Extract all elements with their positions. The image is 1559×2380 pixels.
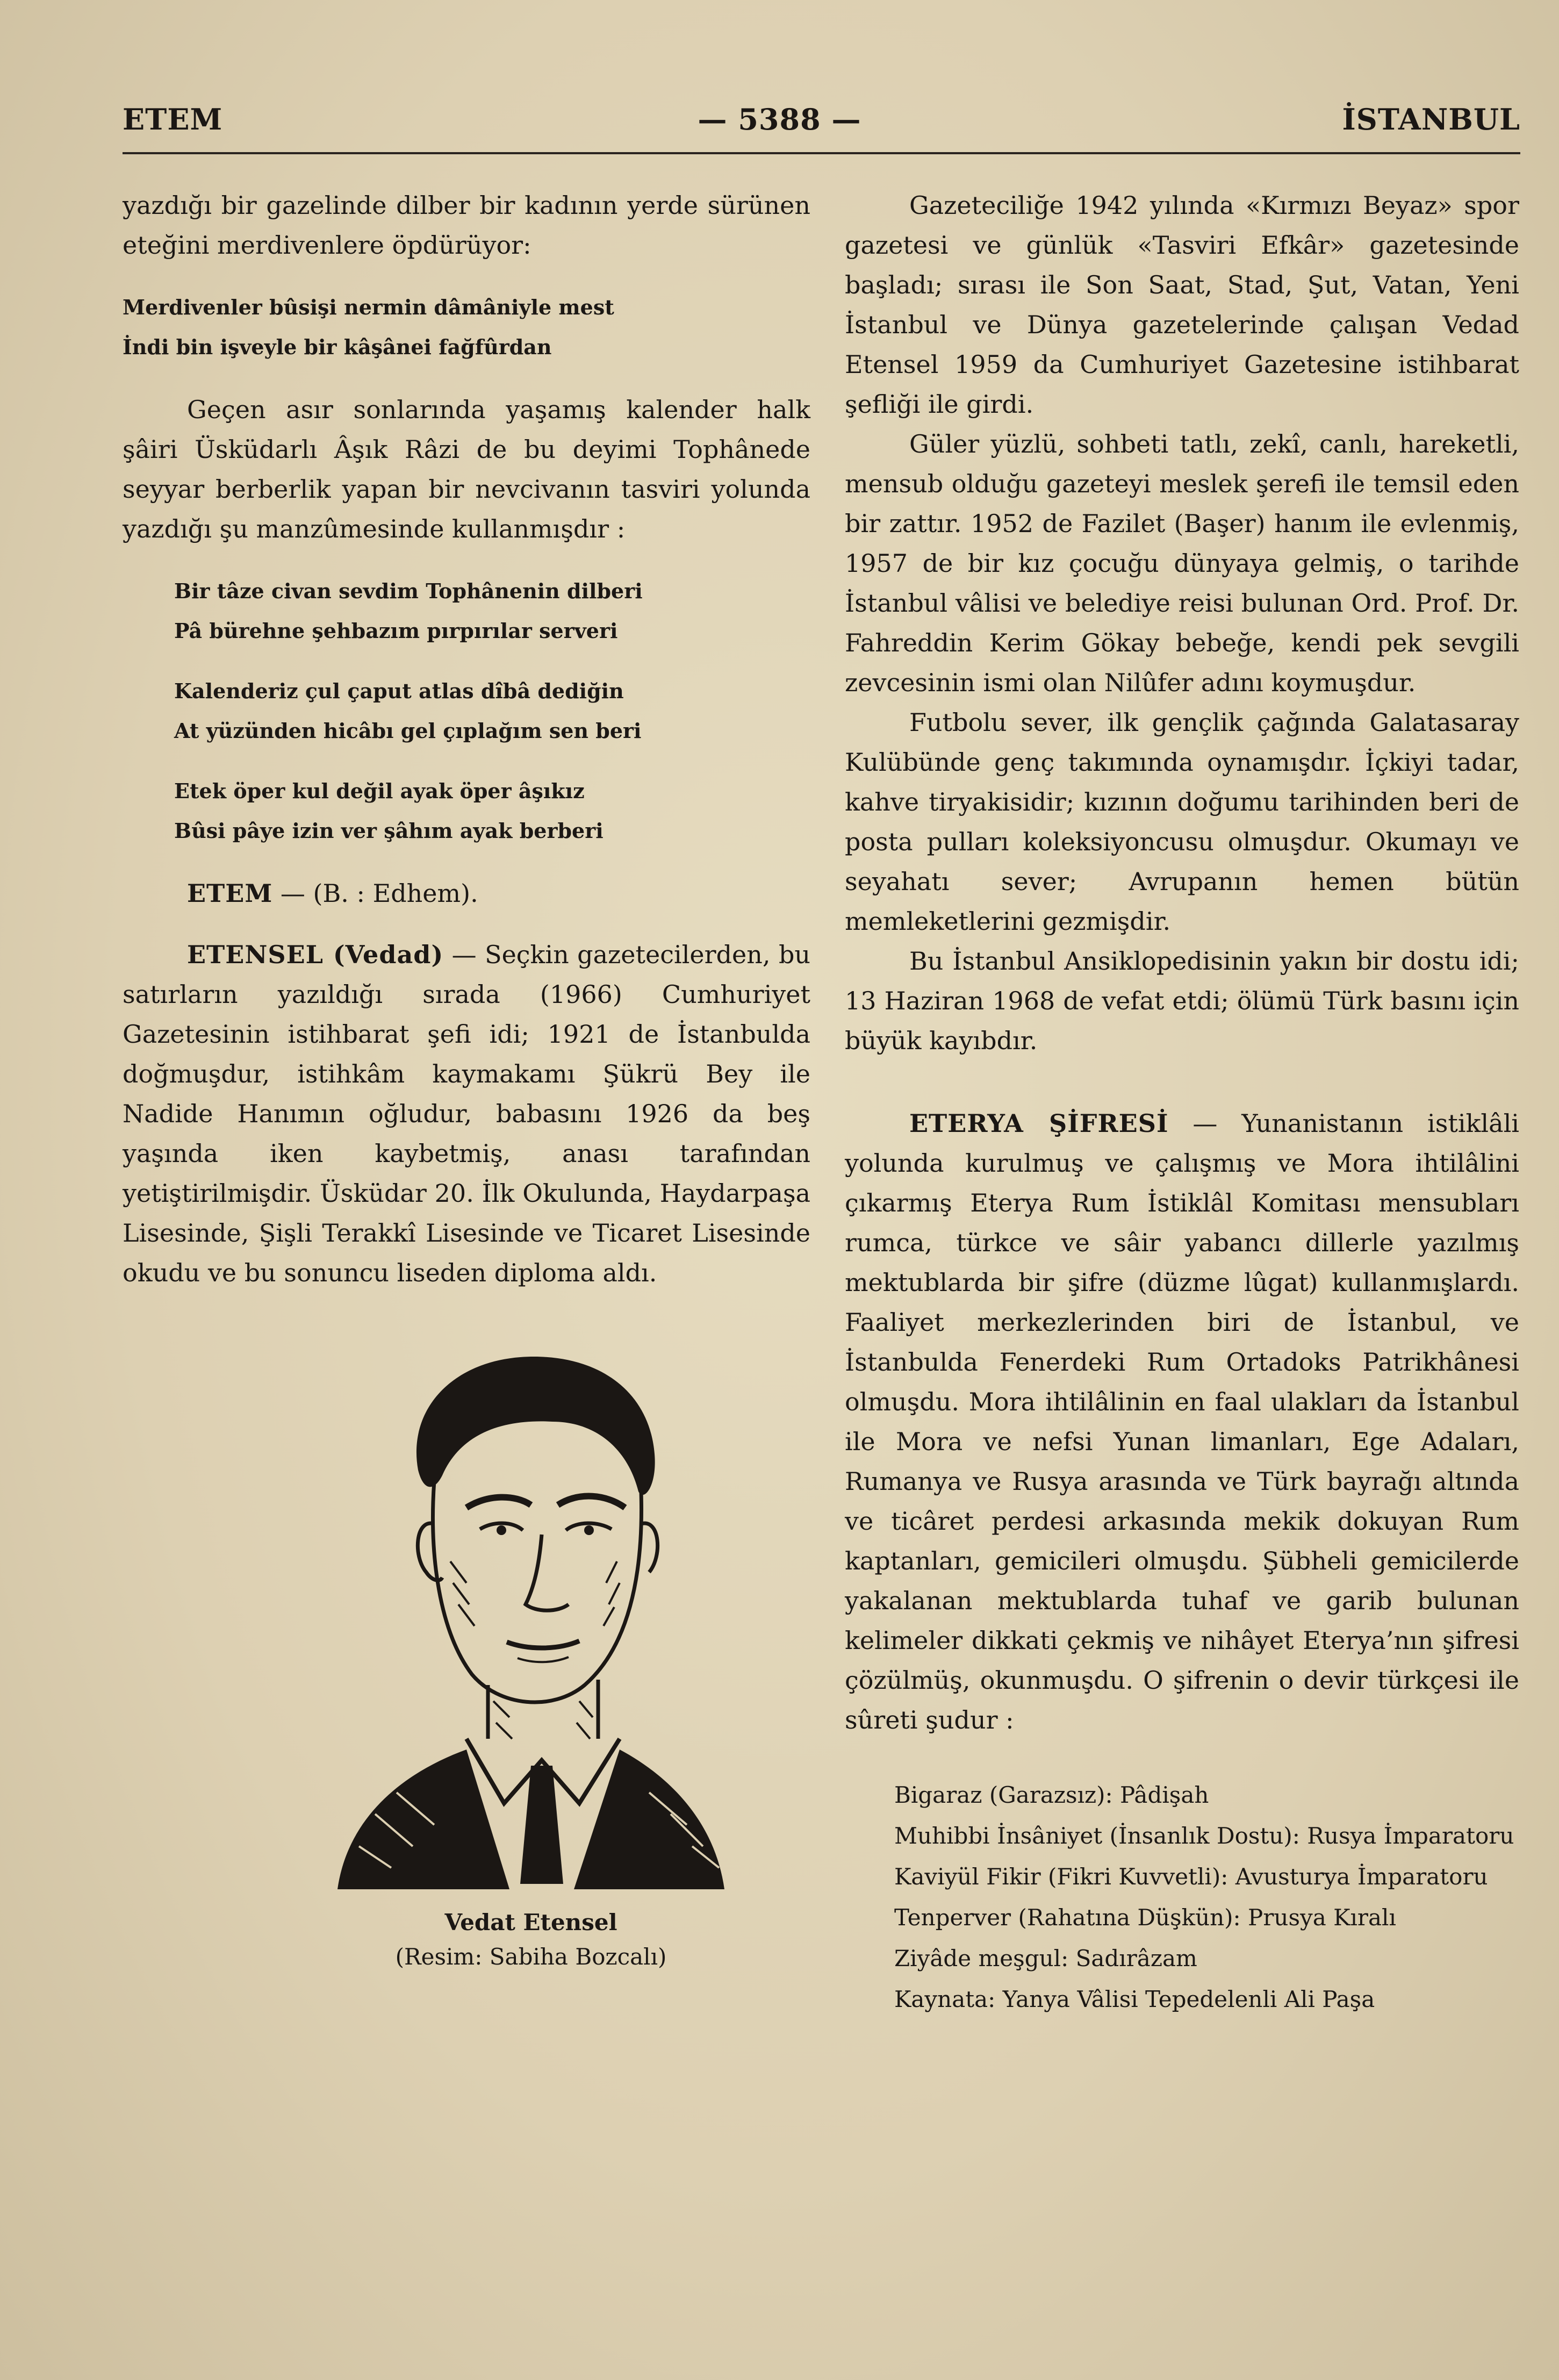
verse-merdivenler <box>123 288 810 367</box>
portrait-figure <box>327 1330 735 1974</box>
cipher-item: Tenperver (Rahatına Düşkün): Prusya Kıralı <box>894 1904 1396 1931</box>
verse-line: Pâ bürehne şehbazım pırpırılar serveri <box>174 619 618 643</box>
spacer <box>123 913 810 935</box>
running-head-left: ETEM <box>123 102 223 137</box>
verse-line: Bir tâze civan sevdim Tophânenin dilberi <box>174 579 643 603</box>
portrait-caption <box>327 1905 735 1974</box>
right-column <box>845 185 1519 2017</box>
verse-line: At yüzünden hicâbı gel çıplağım sen beri <box>174 719 642 743</box>
right-paragraph-1: Gazeteciliğe 1942 yılında «Kırmızı Beyaz» spor gazetesi ve günlük «Tasviri Efkâr» gazetesinde başladı; sırası ile Son Saat, Stad, Şut, Vatan, Yeni İstanbul ve Dünya gazetelerinde çalışan Vedad Etensel 1959 da Cumhuriyet Gazetesine istihbarat şefliği ile girdi. <box>845 191 1519 419</box>
cipher-item: Muhibbi İnsâniyet (İnsanlık Dostu): Rusya İmparatoru <box>894 1823 1514 1849</box>
left-paragraph-2: Geçen asır sonlarında yaşamış kalender halk şâiri Üsküdarlı Âşık Râzi de bu deyimi Tophânede seyyar berberlik yapan bir nevcivanın tasviri yolunda yazdığı şu manzûmesinde kullanmışdır : <box>123 395 810 543</box>
spacer <box>845 1060 1519 1103</box>
cipher-list <box>845 1777 1519 2017</box>
right-paragraph-2: Güler yüzlü, sohbeti tatlı, zekî, canlı, hareketli, mensub olduğu gazeteyi meslek şerefi ile temsil eden bir zattır. 1952 de Fazilet (Başer) hanım ile evlenmiş, 1957 de bir kız çocuğu dünyaya gelmiş, o tarihde İstanbul vâlisi ve belediye reisi bulunan Ord. Prof. Dr. Fahreddin Kerim Gökay bebeğe, kendi pek sevgili zevcesinin ismi olan Nilûfer adını koymuşdur. <box>845 429 1519 697</box>
cipher-item: Kaviyül Fikir (Fikri Kuvvetli): Avusturya İmparatoru <box>894 1863 1488 1890</box>
entry-etem <box>123 873 810 913</box>
portrait-drawing <box>327 1330 735 1889</box>
page-number: — 5388 — <box>698 102 861 137</box>
verse-line: Etek öper kul değil ayak öper âşıkız <box>174 779 585 803</box>
entry-headword: ETEM <box>187 879 273 908</box>
verse-stanza <box>174 771 810 851</box>
entry-text: — (B. : Edhem). <box>280 879 478 908</box>
verse-asik-razi <box>123 571 810 851</box>
caption-credit: (Resim: Sabiha Bozcalı) <box>395 1944 667 1970</box>
header-rule <box>123 152 1520 154</box>
entry-eterya <box>845 1103 1519 1740</box>
verse-stanza <box>174 671 810 751</box>
caption-name: Vedat Etensel <box>444 1909 617 1935</box>
right-paragraph-3: Futbolu sever, ilk gençlik çağında Galatasaray Kulübünde genç takımında oynamışdır. İçkiyi tadar, kahve tiryakisidir; kızının doğumu tarihinden beri de posta pulları koleksiyoncusu olmuşdur. Okumayı ve seyahatı sever; Avrupanın hemen bütün memleketlerini gezmişdir. <box>845 708 1519 936</box>
entry-headword: ETENSEL (Vedad) <box>187 940 444 969</box>
entry-text: — Yunanistanın istiklâli yolunda kurulmuş ve çalışmış ve Mora ihtilâlini çıkarmış Eterya Rum İstiklâl Komitası mensubları rumca, türkce ve sâir yabancı dillerle yazılmış mektublarda bir şifre (düzme lûgat) kullanmışlardı. Faaliyet merkezlerinden biri de İstanbul, ve İstanbulda Fenerdeki Rum Ortadoks Patrikhânesi olmuşdu. Mora ihtilâlinin en faal ulakları da İstanbul ile Mora ve nefsi Yunan limanları, Ege Adaları, Rumanya ve Rusya arasında ve Türk bayrağı altında ve ticâret perdesi arkasında mekik dokuyan Rum kaptanları, gemicileri olmuşdu. Şübheli gemicilerde yakalanan mektublarda tuhaf ve garib bulunan kelimeler dikkati çekmiş ve nihâyet Eterya’nın şifresi çözülmüş, okunmuşdu. O şifrenin o devir türkçesi ile sûreti şudur : <box>845 1109 1519 1734</box>
cipher-item: Ziyâde meşgul: Sadırâzam <box>894 1945 1197 1972</box>
verse-line: İndi bin işveyle bir kâşânei fağfûrdan <box>123 335 552 359</box>
cipher-item: Kaynata: Yanya Vâlisi Tepedelenli Ali Paşa <box>894 1986 1375 2012</box>
entry-headword: ETERYA ŞİFRESİ <box>909 1109 1169 1138</box>
left-column <box>123 185 810 1974</box>
verse-stanza <box>174 571 810 651</box>
entry-etensel <box>123 935 810 1293</box>
entry-text: — Seçkin gazetecilerden, bu satırların yazıldığı sırada (1966) Cumhuriyet Gazetesinin istihbarat şefi idi; 1921 de İstanbulda doğmuşdur, istihkâm kaymakamı Şükrü Bey ile Nadide Hanımın oğludur, babasını 1926 da beş yaşında iken kaybetmiş, anası tarafından yetiştirilmişdir. Üsküdar 20. İlk Okulunda, Haydarpaşa Lisesinde, Şişli Terakkî Lisesinde ve Ticaret Lisesinde okudu ve bu sonuncu liseden diploma aldı. <box>123 940 811 1287</box>
verse-line: Bûsi pâye izin ver şâhım ayak berberi <box>174 819 604 843</box>
running-head-right: İSTANBUL <box>1342 102 1520 137</box>
right-paragraph-4: Bu İstanbul Ansiklopedisinin yakın bir dostu idi; 13 Haziran 1968 de vefat etdi; ölümü Türk basını için büyük kayıbdır. <box>845 947 1519 1055</box>
cipher-item: Bigaraz (Garazsız): Pâdişah <box>894 1782 1209 1808</box>
verse-line: Merdivenler bûsişi nermin dâmâniyle mest <box>123 295 614 319</box>
verse-line: Kalenderiz çul çaput atlas dîbâ dediğin <box>174 679 624 703</box>
left-paragraph-1: yazdığı bir gazelinde dilber bir kadının yerde sürünen eteğini merdivenlere öpdürüyor: <box>123 191 810 260</box>
